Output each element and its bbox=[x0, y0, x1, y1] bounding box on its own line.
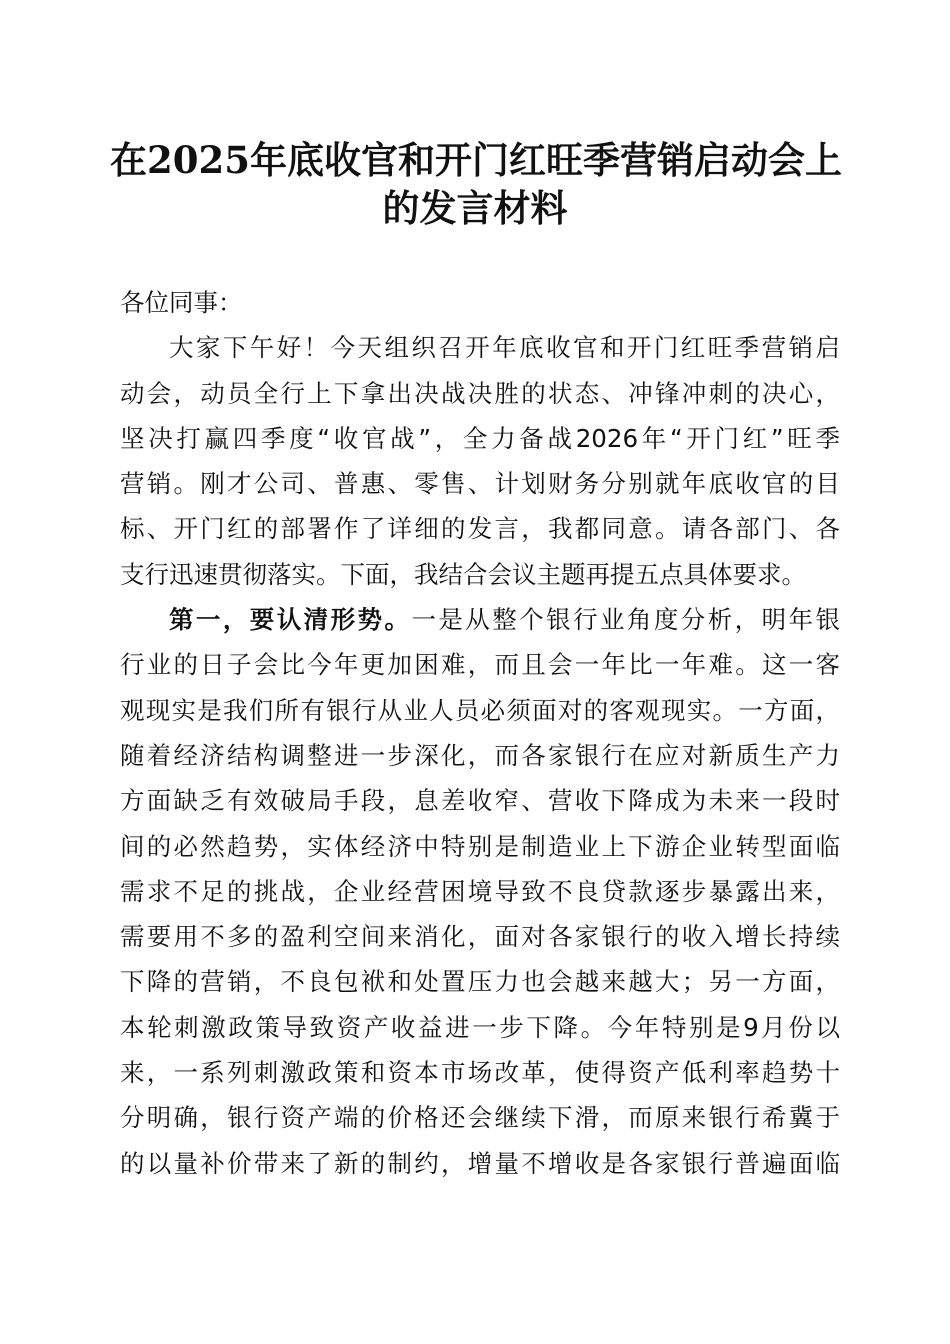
document-body bbox=[120, 280, 840, 1186]
paragraph-line: 观现实是我们所有银行从业人员必须面对的客观现实。一方面， bbox=[120, 695, 840, 725]
paragraph-line: 动会，动员全行上下拿出决战决胜的状态、冲锋冲刺的决心， bbox=[120, 378, 840, 408]
paragraph-line: 分明确，银行资产端的价格还会继续下滑，而原来银行希冀于 bbox=[120, 1103, 840, 1133]
salutation: 各位同事： bbox=[120, 288, 243, 317]
paragraph-line: 需要用不多的盈利空间来消化，面对各家银行的收入增长持续 bbox=[120, 922, 840, 952]
paragraph-line: 下降的营销，不良包袱和处置压力也会越来越大；另一方面， bbox=[120, 967, 840, 997]
paragraph-line: 行业的日子会比今年更加困难，而且会一年比一年难。这一客 bbox=[120, 650, 840, 680]
paragraph-line: 大家下午好！今天组织召开年底收官和开门红旺季营销启 bbox=[169, 333, 840, 363]
paragraph-line: 标、开门红的部署作了详细的发言，我都同意。请各部门、各 bbox=[120, 514, 840, 544]
paragraph-line: 来，一系列刺激政策和资本市场改革，使得资产低利率趋势十 bbox=[120, 1058, 840, 1088]
paragraph-line: 营销。刚才公司、普惠、零售、计划财务分别就年底收官的目 bbox=[120, 469, 840, 499]
paragraph-line bbox=[120, 597, 840, 642]
paragraph-line: 的以量补价带来了新的制约，增量不增收是各家银行普遍面临 bbox=[120, 1148, 840, 1178]
paragraph-line: 本轮刺激政策导致资产收益进一步下降。今年特别是9月份以 bbox=[120, 1012, 840, 1042]
title-line-1: 在2025年底收官和开门红旺季营销启动会上 bbox=[110, 138, 842, 182]
paragraph-line: 支行迅速贯彻落实。下面，我结合会议主题再提五点具体要求。 bbox=[120, 559, 806, 589]
title-line-2: 的发言材料 bbox=[382, 186, 568, 230]
paragraph-line: 间的必然趋势，实体经济中特别是制造业上下游企业转型面临 bbox=[120, 831, 840, 861]
paragraph-line: 坚决打赢四季度“收官战”，全力备战2026年“开门红”旺季 bbox=[120, 423, 840, 453]
paragraph-line: 方面缺乏有效破局手段，息差收窄、营收下降成为未来一段时 bbox=[120, 786, 840, 816]
paragraph-1 bbox=[120, 325, 840, 597]
paragraph-2 bbox=[120, 597, 840, 1186]
paragraph-line: 随着经济结构调整进一步深化，而各家银行在应对新质生产力 bbox=[120, 740, 840, 770]
section-heading: 第一，要认清形势。 bbox=[169, 605, 412, 635]
paragraph-line-text: 一是从整个银行业角度分析，明年银 bbox=[411, 605, 840, 635]
paragraph-line: 需求不足的挑战，企业经营困境导致不良贷款逐步暴露出来， bbox=[120, 876, 840, 906]
document-title bbox=[110, 136, 840, 232]
